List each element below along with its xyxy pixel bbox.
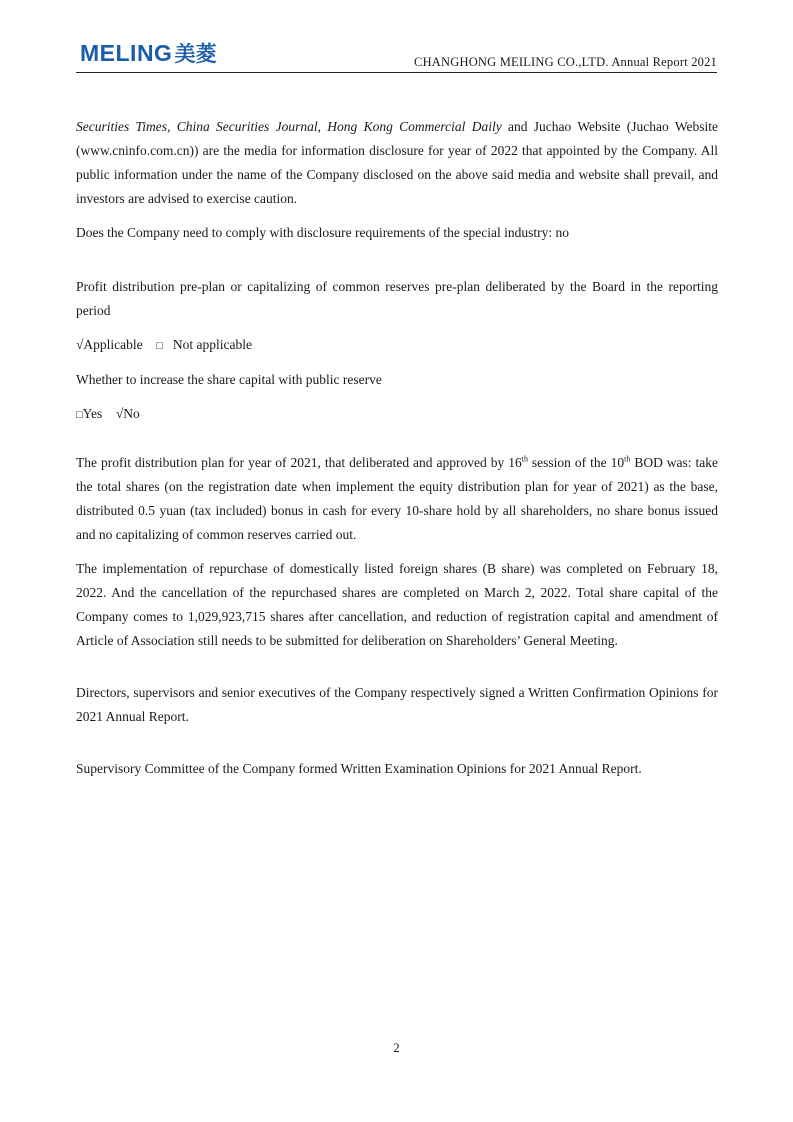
yes-label: Yes [82,406,103,421]
yes-checkbox: □ [76,409,83,421]
media-securities-times: Securities Times [76,119,168,134]
profit-distribution-plan-paragraph: The profit distribution plan for year of 2021, that deliberated and approved by 16th session of the 10th BOD was: take the total shares (on the registration date when implement the equity distribution plan for year of 2021) as the base, distributed 0.5 yuan (tax included) bonus in cash for every 10-share hold by all shareholders, no share bonus issued and no capitalizing of common reserves carried out. [76,454,719,542]
applicable-options [76,333,718,358]
page-body [76,115,718,781]
page-number: 2 [393,1041,400,1055]
supervisory-committee-paragraph: Supervisory Committee of the Company formed Written Examination Opinions for 2021 Annual Report. [76,761,642,776]
not-applicable-checkbox: □ [156,340,163,352]
header-divider [76,72,717,73]
not-applicable-label: Not applicable [172,337,253,352]
yes-no-options [76,402,718,427]
directors-confirmation-paragraph: Directors, supervisors and senior executives of the Company respectively signed a Written Confirmation Opinions for 2021 Annual Report. [76,685,718,724]
public-reserve-question: Whether to increase the share capital with public reserve [76,372,382,387]
media-disclosure-paragraph: Securities Times, China Securities Journal, Hong Kong Commercial Daily and Juchao Website (Juchao Website (www.cninfo.com.cn)) are the media for information disclosure for year of 2022 that appointed by the Company. All public information under the name of the Company disclosed on the above said media and website shall prevail, and investors are advised to exercise caution. [76,119,719,206]
report-header-title: CHANGHONG MEILING CO.,LTD. Annual Report 2021 [414,55,717,69]
repurchase-paragraph: The implementation of repurchase of domestically listed foreign shares (B share) was completed on February 18, 2022. And the cancellation of the repurchased shares are completed on March 2, 2022. Total share capital of the Company comes to 1,029,923,715 shares after cancellation, and reduction of registration capital and amendment of Article of Association still needs to be submitted for deliberation on Shareholders’ General Meeting. [76,561,718,648]
special-industry-line: Does the Company need to comply with disclosure requirements of the special industry: no [76,225,570,240]
logo-cjk-text: 美菱 [174,43,217,66]
media-china-securities-journal: China Securities Journal [176,119,318,134]
media-hk-commercial-daily: Hong Kong Commercial Daily [327,119,502,134]
logo-latin-text: MELING [80,39,173,66]
profit-preplan-paragraph: Profit distribution pre-plan or capitalizing of common reserves pre-plan deliberated by the Board in the reporting period [76,279,718,318]
no-option: √No [115,406,140,421]
media-disclosure-text: and Juchao Website (Juchao Website (www.cninfo.com.cn)) are the media for information disclosure for year of 2022 that appointed by the Company. All public information under the name of the Company disclosed on the above said media and website shall prevail, and investors are advised to exercise caution. [76,119,719,206]
applicable-option: √Applicable [76,337,143,352]
company-logo [80,38,216,68]
